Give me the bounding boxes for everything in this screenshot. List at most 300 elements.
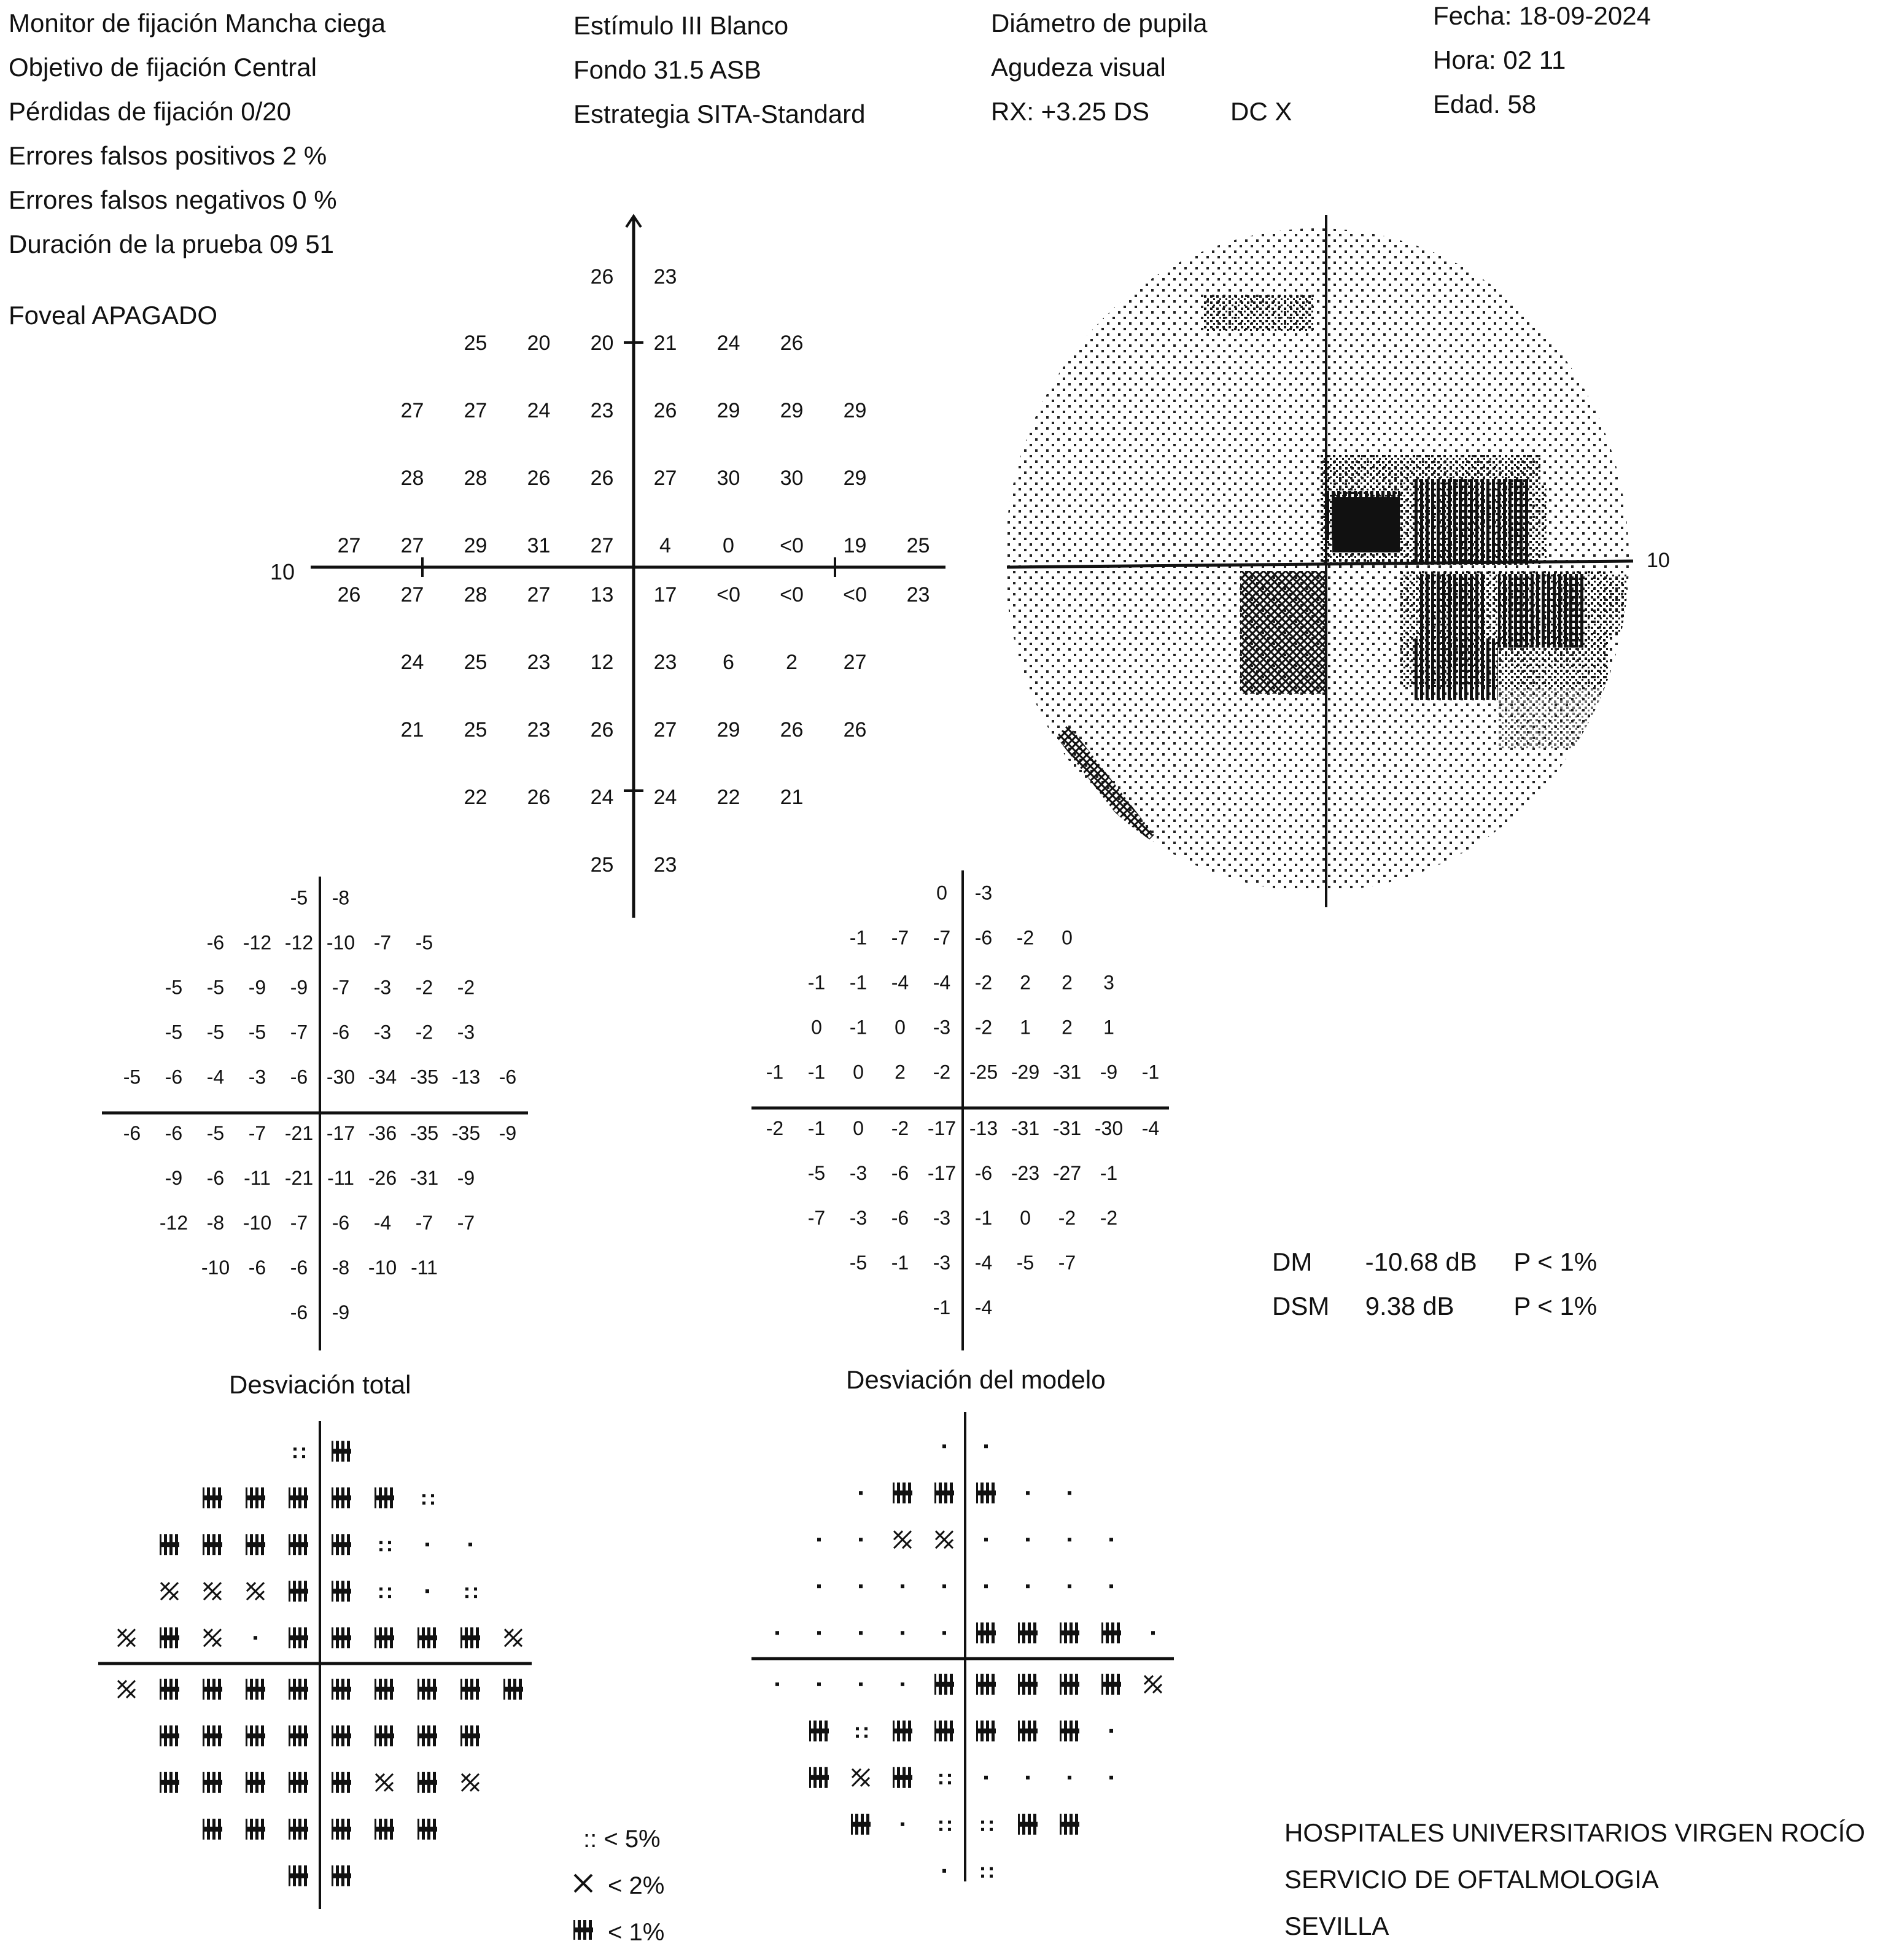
stimulus: Estímulo III Blanco	[573, 11, 789, 40]
deviation-value: -1	[891, 1251, 909, 1274]
p5-symbol	[293, 1447, 305, 1458]
threshold-value: 29	[843, 399, 867, 422]
deviation-value: -36	[368, 1121, 397, 1144]
threshold-value: 23	[653, 853, 677, 877]
threshold-value: 26	[843, 718, 867, 742]
refraction: RX: +3.25 DS	[991, 97, 1149, 126]
threshold-value: 24	[653, 786, 677, 809]
p1-symbol	[289, 1726, 308, 1746]
deviation-value: -1	[933, 1296, 951, 1319]
deviation-value: -13	[969, 1117, 998, 1139]
threshold-value: 20	[590, 331, 614, 355]
normal-point-symbol	[859, 1683, 863, 1686]
normal-point-symbol	[859, 1491, 863, 1495]
p1-symbol	[375, 1819, 394, 1840]
deviation-value: -1	[807, 971, 826, 994]
deviation-value: 0	[811, 1016, 822, 1039]
psd-label: DSM	[1272, 1292, 1330, 1320]
p1-symbol	[1060, 1814, 1079, 1835]
deviation-value: -4	[974, 1296, 993, 1319]
threshold-value: 27	[400, 534, 424, 557]
p1-symbol	[160, 1534, 179, 1555]
p1-symbol	[289, 1772, 308, 1793]
deviation-value: -3	[974, 881, 993, 904]
threshold-value: 24	[400, 651, 424, 674]
p1-symbol	[246, 1819, 265, 1840]
deviation-value: -11	[244, 1166, 271, 1189]
threshold-value: 28	[400, 467, 424, 490]
pattern-deviation-numeric	[751, 870, 1169, 1350]
deviation-value: -7	[415, 1211, 433, 1234]
threshold-value: 27	[400, 399, 424, 422]
p1-symbol	[1018, 1622, 1038, 1643]
threshold-value: 27	[590, 534, 614, 557]
deviation-value: -3	[373, 1021, 392, 1044]
deviation-value: -21	[284, 1121, 314, 1144]
threshold-value: 21	[400, 718, 424, 742]
normal-point-symbol	[817, 1584, 821, 1588]
deviation-value: -6	[165, 1066, 183, 1088]
deviation-value: -30	[326, 1066, 355, 1088]
deviation-value: -1	[849, 926, 868, 949]
deviation-value: -6	[974, 926, 993, 949]
normal-point-symbol	[1026, 1776, 1030, 1780]
deviation-value: -21	[284, 1166, 314, 1189]
deviation-value: -29	[1011, 1061, 1040, 1083]
p1-symbol	[976, 1721, 996, 1741]
threshold-value: 27	[400, 583, 424, 606]
deviation-value: -3	[849, 1206, 868, 1229]
deviation-value: -5	[849, 1251, 868, 1274]
deviation-value: -35	[410, 1066, 439, 1088]
p1-symbol	[289, 1581, 308, 1602]
deviation-value: 2	[1020, 971, 1031, 994]
normal-point-symbol	[1151, 1631, 1155, 1635]
threshold-value: 27	[464, 399, 487, 422]
normal-point-symbol	[984, 1584, 988, 1588]
p1-symbol	[246, 1772, 265, 1793]
deviation-value: -12	[284, 931, 314, 954]
deviation-value: -6	[332, 1211, 350, 1234]
deviation-value: -4	[974, 1251, 993, 1274]
deviation-value: 2	[1062, 1016, 1073, 1039]
p2-symbol	[462, 1774, 479, 1791]
deviation-value: 0	[853, 1061, 864, 1083]
threshold-value: 25	[906, 534, 930, 557]
p1-symbol	[460, 1679, 480, 1700]
p1-symbol	[1018, 1814, 1038, 1835]
deviation-value: -8	[332, 1256, 350, 1279]
p1-symbol	[934, 1674, 954, 1695]
deviation-value: -6	[206, 931, 225, 954]
threshold-value: 22	[716, 786, 740, 809]
deviation-value: -6	[123, 1121, 141, 1144]
p1-symbol	[851, 1814, 871, 1835]
fixation-losses: Pérdidas de fijación 0/20	[9, 97, 291, 126]
test-time: Hora: 02 11	[1433, 45, 1566, 74]
deviation-value: -3	[933, 1251, 951, 1274]
threshold-value: 26	[780, 718, 804, 742]
threshold-map	[270, 216, 945, 918]
normal-point-symbol	[942, 1869, 946, 1873]
hospital-name: HOSPITALES UNIVERSITARIOS VIRGEN ROCÍO	[1284, 1818, 1865, 1847]
deviation-value: -30	[1094, 1117, 1124, 1139]
visual-acuity: Agudeza visual	[991, 53, 1166, 82]
legend-p5: :: < 5%	[583, 1826, 661, 1853]
p5-symbol	[856, 1727, 868, 1738]
threshold-value: 26	[653, 399, 677, 422]
p1-symbol	[246, 1534, 265, 1555]
deviation-value: -9	[332, 1301, 350, 1323]
threshold-value: 23	[590, 399, 614, 422]
threshold-value: 26	[337, 583, 361, 606]
deviation-value: -31	[1011, 1117, 1040, 1139]
p1-symbol	[289, 1627, 308, 1648]
p1-symbol	[1018, 1721, 1038, 1741]
p1-symbol	[289, 1819, 308, 1840]
deviation-value: -11	[327, 1166, 354, 1189]
deviation-value: -9	[290, 976, 308, 999]
normal-point-symbol	[425, 1543, 429, 1546]
p1-symbol	[203, 1726, 222, 1746]
p1-symbol	[976, 1674, 996, 1695]
threshold-value: 26	[527, 786, 551, 809]
threshold-value: 22	[464, 786, 487, 809]
p1-symbol	[332, 1627, 351, 1648]
p1-symbol	[375, 1679, 394, 1700]
deviation-value: -2	[766, 1117, 784, 1139]
threshold-value: 17	[653, 583, 677, 606]
p1-symbol	[417, 1772, 437, 1793]
deviation-value: -7	[290, 1021, 308, 1044]
deviation-value: -31	[1052, 1061, 1082, 1083]
threshold-value: <0	[716, 583, 740, 606]
p1-symbol	[893, 1482, 912, 1503]
p1-symbol	[332, 1772, 351, 1793]
p1-symbol	[203, 1819, 222, 1840]
deviation-value: -9	[457, 1166, 475, 1189]
p1-symbol	[460, 1627, 480, 1648]
hospital-footer	[1284, 1810, 1865, 1950]
psd-row	[1272, 1284, 1597, 1328]
hospital-city: SEVILLA	[1284, 1912, 1389, 1940]
deviation-value: -3	[457, 1021, 475, 1044]
deviation-value: -35	[451, 1121, 481, 1144]
deviation-value: -1	[766, 1061, 784, 1083]
p1-symbol	[246, 1679, 265, 1700]
deviation-value: -1	[849, 971, 868, 994]
threshold-value: 27	[337, 534, 361, 557]
threshold-value: 28	[464, 583, 487, 606]
normal-point-symbol	[425, 1589, 429, 1593]
p2-symbol	[161, 1582, 178, 1600]
normal-point-symbol	[901, 1822, 904, 1826]
normal-point-symbol	[901, 1683, 904, 1686]
normal-point-symbol	[859, 1538, 863, 1541]
normal-point-symbol	[1109, 1538, 1113, 1541]
deviation-value: -6	[206, 1166, 225, 1189]
deviation-value: -34	[368, 1066, 397, 1088]
p1-symbol	[332, 1487, 351, 1508]
threshold-value: 0	[723, 534, 734, 557]
normal-point-symbol	[1068, 1584, 1071, 1588]
normal-point-symbol	[775, 1683, 779, 1686]
normal-point-symbol	[984, 1444, 988, 1448]
pattern-deviation-title: Desviación del modelo	[846, 1365, 1106, 1394]
deviation-value: -1	[974, 1206, 993, 1229]
p1-symbol	[289, 1679, 308, 1700]
deviation-value: -6	[332, 1021, 350, 1044]
p1-symbol	[1101, 1674, 1121, 1695]
threshold-value: 25	[464, 718, 487, 742]
normal-point-symbol	[817, 1683, 821, 1686]
p5-symbol	[939, 1774, 951, 1784]
p1-symbol	[976, 1622, 996, 1643]
deviation-value: -6	[974, 1161, 993, 1184]
deviation-value: -10	[243, 1211, 272, 1234]
threshold-value: 29	[716, 399, 740, 422]
p2-symbol	[204, 1629, 221, 1646]
p1-symbol	[332, 1679, 351, 1700]
deviation-value: 1	[1103, 1016, 1114, 1039]
deviation-value: -25	[969, 1061, 998, 1083]
threshold-value: <0	[780, 534, 804, 557]
normal-point-symbol	[1109, 1584, 1113, 1588]
p2-symbol	[852, 1769, 869, 1786]
deviation-value: -31	[1052, 1117, 1082, 1139]
deviation-value: 0	[853, 1117, 864, 1139]
deviation-value: -5	[1016, 1251, 1035, 1274]
deviation-value: -6	[891, 1161, 909, 1184]
deviation-value: -12	[243, 931, 272, 954]
total-deviation-title: Desviación total	[229, 1370, 411, 1399]
p1-symbol	[893, 1721, 912, 1741]
threshold-value: 29	[464, 534, 487, 557]
normal-point-symbol	[817, 1538, 821, 1541]
deviation-value: -5	[123, 1066, 141, 1088]
p1-symbol	[1060, 1674, 1079, 1695]
threshold-value: <0	[780, 583, 804, 606]
cylinder: DC X	[1230, 97, 1292, 126]
total-deviation-probability	[98, 1421, 532, 1909]
threshold-value: 23	[527, 651, 551, 674]
threshold-value: 25	[590, 853, 614, 877]
deviation-value: -2	[891, 1117, 909, 1139]
normal-point-symbol	[1109, 1729, 1113, 1733]
normal-point-symbol	[859, 1631, 863, 1635]
deviation-value: -17	[927, 1161, 957, 1184]
threshold-value: 30	[716, 467, 740, 490]
p1-symbol	[160, 1679, 179, 1700]
deviation-value: -7	[807, 1206, 826, 1229]
threshold-value: 4	[659, 534, 671, 557]
threshold-value: 21	[780, 786, 804, 809]
deviation-value: -3	[933, 1206, 951, 1229]
deviation-value: -2	[974, 1016, 993, 1039]
normal-point-symbol	[1026, 1584, 1030, 1588]
deviation-value: -7	[1058, 1251, 1076, 1274]
p1-symbol	[1060, 1622, 1079, 1643]
threshold-value: 26	[527, 467, 551, 490]
p1-symbol	[417, 1627, 437, 1648]
deviation-value: -2	[415, 976, 433, 999]
md-value: -10.68 dB	[1365, 1247, 1477, 1276]
deviation-value: -2	[1016, 926, 1035, 949]
deviation-value: -1	[1100, 1161, 1118, 1184]
deviation-value: -5	[807, 1161, 826, 1184]
threshold-value: 24	[527, 399, 551, 422]
deviation-value: -7	[248, 1121, 266, 1144]
p2-symbol	[376, 1774, 393, 1791]
threshold-value: 28	[464, 467, 487, 490]
total-deviation-numeric	[102, 877, 528, 1350]
background: Fondo 31.5 ASB	[573, 55, 761, 84]
p1-symbol	[503, 1679, 523, 1700]
deviation-value: -5	[206, 1021, 225, 1044]
deviation-value: -1	[807, 1061, 826, 1083]
deviation-value: -9	[499, 1121, 517, 1144]
p1-symbol	[1018, 1674, 1038, 1695]
threshold-value: 27	[843, 651, 867, 674]
deviation-value: 0	[1020, 1206, 1031, 1229]
normal-point-symbol	[817, 1631, 821, 1635]
psd-value: 9.38 dB	[1365, 1292, 1454, 1320]
p1-symbol	[417, 1726, 437, 1746]
deviation-value: 3	[1103, 971, 1114, 994]
deviation-value: -23	[1011, 1161, 1040, 1184]
deviation-value: -5	[165, 976, 183, 999]
deviation-value: -5	[206, 1121, 225, 1144]
p1-symbol	[934, 1482, 954, 1503]
threshold-value: 29	[843, 467, 867, 490]
deviation-value: -10	[326, 931, 355, 954]
p5-symbol	[939, 1821, 951, 1831]
deviation-value: -5	[165, 1021, 183, 1044]
p2-symbol	[894, 1531, 911, 1548]
threshold-value: 26	[780, 331, 804, 355]
legend-p1: < 1%	[608, 1919, 665, 1946]
p1-symbol	[976, 1482, 996, 1503]
normal-point-symbol	[1068, 1491, 1071, 1495]
p2-symbol	[247, 1582, 264, 1600]
deviation-value: 2	[1062, 971, 1073, 994]
pupil-diameter: Diámetro de pupila	[991, 9, 1208, 37]
p1-symbol	[809, 1767, 829, 1788]
p1-symbol	[332, 1441, 351, 1462]
deviation-value: -1	[807, 1117, 826, 1139]
deviation-value: -12	[159, 1211, 188, 1234]
p1-symbol	[332, 1726, 351, 1746]
p5-symbol	[379, 1587, 391, 1598]
normal-point-symbol	[1068, 1538, 1071, 1541]
p1-symbol	[203, 1534, 222, 1555]
pd-symbols	[775, 1444, 1162, 1878]
normal-point-symbol	[859, 1584, 863, 1588]
deviation-value: 0	[1062, 926, 1073, 949]
p1-symbol	[246, 1487, 265, 1508]
deviation-value: -2	[933, 1061, 951, 1083]
p1-symbol	[160, 1627, 179, 1648]
p1-symbol	[934, 1721, 954, 1741]
deviation-value: 0	[936, 881, 947, 904]
p2-symbol	[204, 1582, 221, 1600]
deviation-value: -4	[206, 1066, 225, 1088]
p1-symbol	[375, 1627, 394, 1648]
deviation-value: -9	[248, 976, 266, 999]
deviation-value: 2	[895, 1061, 906, 1083]
deviation-value: -5	[248, 1021, 266, 1044]
deviation-value: -6	[290, 1066, 308, 1088]
p1-symbol	[893, 1767, 912, 1788]
deviation-value: -5	[415, 931, 433, 954]
p1-symbol	[289, 1865, 308, 1886]
p1-symbol	[1060, 1721, 1079, 1741]
threshold-axis-label: 10	[270, 559, 295, 584]
normal-point-symbol	[1109, 1776, 1113, 1780]
p1-symbol	[332, 1581, 351, 1602]
deviation-value: -3	[849, 1161, 868, 1184]
p5-symbol	[981, 1867, 993, 1878]
normal-point-symbol	[901, 1631, 904, 1635]
threshold-value: 29	[716, 718, 740, 742]
deviation-value: -7	[933, 926, 951, 949]
greyscale-map	[1001, 215, 1670, 907]
foveal-status: Foveal APAGADO	[9, 301, 218, 330]
deviation-value: -6	[248, 1256, 266, 1279]
threshold-value: 27	[653, 467, 677, 490]
md-label: DM	[1272, 1247, 1313, 1276]
deviation-value: -1	[849, 1016, 868, 1039]
deviation-value: -8	[206, 1211, 225, 1234]
deviation-value: -35	[410, 1121, 439, 1144]
p1-symbol	[809, 1721, 829, 1741]
deviation-value: -7	[373, 931, 392, 954]
false-positives: Errores falsos positivos 2 %	[9, 141, 327, 170]
threshold-value: 27	[527, 583, 551, 606]
threshold-value: 12	[590, 651, 614, 674]
deviation-value: -7	[457, 1211, 475, 1234]
p1-symbol	[417, 1819, 437, 1840]
normal-point-symbol	[942, 1631, 946, 1635]
strategy: Estrategia SITA-Standard	[573, 99, 866, 128]
p5-symbol	[379, 1541, 391, 1551]
pattern-deviation-probability	[751, 1412, 1174, 1881]
deviation-value: -2	[457, 976, 475, 999]
p1-symbol	[203, 1679, 222, 1700]
deviation-value: -6	[165, 1121, 183, 1144]
normal-point-symbol	[1026, 1538, 1030, 1541]
p1-symbol	[375, 1487, 394, 1508]
p1-symbol	[1101, 1622, 1121, 1643]
deviation-value: -11	[411, 1256, 438, 1279]
legend	[583, 1816, 664, 1956]
deviation-value: -6	[290, 1256, 308, 1279]
p1-symbol	[375, 1726, 394, 1746]
deviation-value: -17	[927, 1117, 957, 1139]
deviation-value: -10	[201, 1256, 230, 1279]
deviation-value: -7	[290, 1211, 308, 1234]
deviation-value: -31	[410, 1166, 439, 1189]
threshold-value: 19	[843, 534, 867, 557]
test-duration: Duración de la prueba 09 51	[9, 230, 335, 258]
threshold-value: 23	[906, 583, 930, 606]
p5-symbol	[465, 1587, 477, 1598]
deviation-value: -7	[332, 976, 350, 999]
false-negatives: Errores falsos negativos 0 %	[9, 185, 337, 214]
deviation-value: -4	[1141, 1117, 1160, 1139]
threshold-value: 6	[723, 651, 734, 674]
normal-point-symbol	[984, 1538, 988, 1541]
